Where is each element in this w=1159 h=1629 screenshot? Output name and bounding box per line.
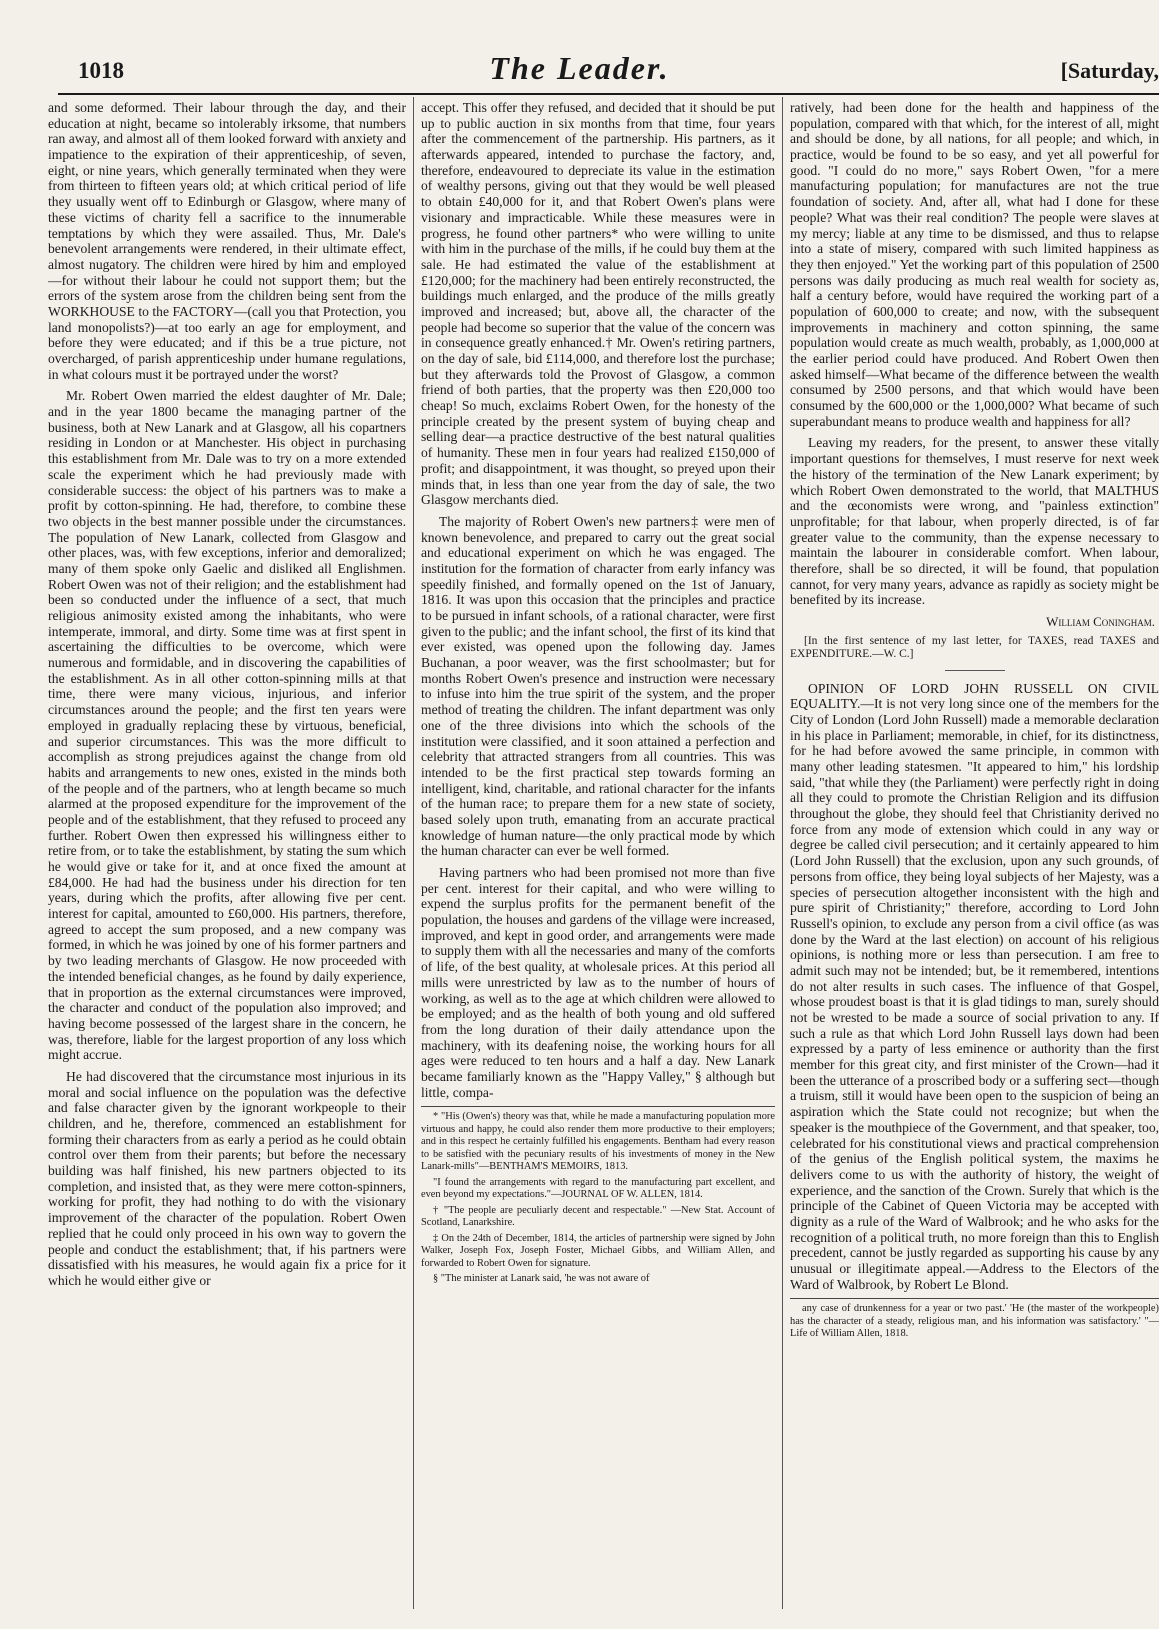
author-signature: William Coningham.	[1046, 614, 1155, 629]
correction-note: [In the first sentence of my last letter, for TAXES, read TAXES and EXPENDITURE.—W. C.]	[790, 635, 1159, 661]
paragraph: and some deformed. Their labour through the day, and their education at night, became so intolerably irksome, that numbers ran away, and almost all of them looked forward with anxiety and impatience to the expiration of their apprenticeship, of seven, eight, or nine years, which generally terminated when they were from thirteen to fifteen years old; at which critical period of life they usually went off to Edinburgh or Glasgow, where many of these victims of charity fell a sacrifice to the innumerable temptations by which they were assailed. Thus, Mr. Dale's benevolent arrangements were rendered, in their ultimate effect, almost nugatory. The children were hired by him and employed—for without their labour he could not support them; but the errors of the system arose from the children being sent from the WORKHOUSE to the FACTORY—(call you that Protection, you land monopolists?)—at too early an age for employment, and before they were educated; and if this be a true picture, not overcharged, of parish apprenticeship under humane regulations, in what colours must it be portrayed under the worst?	[48, 100, 406, 382]
paragraph: Leaving my readers, for the present, to answer these vitally important questions for themselves, I must reserve for next week the history of the termination of the New Lanark experiment; by which Robert Owen demonstrated to the world, that MALTHUS and the œconomists were wrong, and "painless extinction" unprofitable; for that labour, when properly directed, is of far greater value to the community, than the expense necessary to maintain the labourer in considerable comfort. When labour, therefore, shall be so directed, it will be found, that population cannot, for very many years, advance as rapidly as society might be benefited by its increase.	[790, 435, 1159, 608]
paragraph: Mr. Robert Owen married the eldest daughter of Mr. Dale; and in the year 1800 became the managing partner of the business, both at New Lanark and at Glasgow, all his copartners residing in London or at Manchester. His object in purchasing this establishment from Mr. Dale was to try on a more extended scale the experiment which he had previously made with considerable success: the object of his partners was to make a profit by cotton-spinning. He had, therefore, to combine these two objects in the best manner possible under the circumstances. The population of New Lanark, collected from Glasgow and other places, was, with few exceptions, inferior and demoralized; many of them spoke only Gaelic and disliked all Englishmen. Robert Owen was not of their religion; and the establishment had been so conducted under the influence of a sect, that much religious animosity existed among the inhabitants, who were intemperate, immoral, and dirty. Some time was at first spent in ascertaining the difficulties to be overcome, which were numerous and formidable, and in discovering the capabilities of the establishment. As in all other cotton-spinning mills at that time, there were many vicious, injurious, and inferior circumstances around the people; and the first ten years were employed in gradually replacing these by virtuous, beneficial, and superior circumstances. This was the more difficult to accomplish as strong prejudices against the change from old habits and arrangements to new ones, existed in the minds both of the people and of the partners, who at length became so much alarmed at the proposed expenditure for the improvement of the people and of the establishment, that they refused to proceed any further. Robert Owen then expressed his willingness either to retire from, or to take the establishment, by stating the sum which he would give or take for it, and at once fixed the amount at £84,000. He had had the business under his direction for ten years, during which the profits, after allowing five per cent. interest for capital, amounted to £60,000. His partners, therefore, agreed to accept the sum proposed, and a new company was formed, in which he was joined by one of his former partners and by two leading merchants of Glasgow. He now proceeded with the intended beneficial changes, as he found by daily experience, that in proportion as the external circumstances were improved, the character and conduct of the population also improved; and having become possessed of the largest share in the concern, he was, therefore, liable for the largest proportion of any loss which might accrue.	[48, 388, 406, 1063]
header-rule	[58, 93, 1159, 95]
section-divider	[945, 670, 1005, 671]
paper-title: The Leader.	[489, 50, 670, 86]
paragraph: Having partners who had been promised not more than five per cent. interest for their capital, and who were willing to expend the surplus profits for the permanent benefit of the population, the houses and gardens of the village were increased, improved, and kept in good order, and arrangements were made to supply them with all the necessaries and many of the comforts of life, of the best quality, at wholesale prices. At this period all mills were unrestricted by law as to the number of hours of working, as well as to the age at which children were allowed to be employed; and as the health of both young and old suffered from the long duration of their daily attendance upon the machinery, with its deafening noise, the working hours for all ages were reduced to ten hours and a half a day. New Lanark became familiarly known as the "Happy Valley," § although but little, compa-	[421, 865, 775, 1100]
paragraph: He had discovered that the circumstance most injurious in its moral and social influence on the population was the defective and false character given by the ignorant workpeople to their children, and he, therefore, commenced an establishment for forming their characters from as early a period as he could obtain control over them from their parents; but before the necessary building was half finished, his new partners objected to its completion, and insisted that, as they were mere cotton-spinners, working for profit, they had nothing to do with the visionary improvement of the character of the population. Robert Owen replied that he could only proceed in his own way to govern the people and conduct the establishment; that, if his partners were dissatisfied with his measures, he would again fix a price for it which he would either give or	[48, 1068, 406, 1288]
paragraph: accept. This offer they refused, and decided that it should be put up to public auction in six months from that time, four years after the commencement of the partnership. His partners, as it afterwards appeared, intended to purchase the factory, and, therefore, endeavoured to depreciate its value in the estimation of wealthy persons, giving out that they would be well pleased to obtain £40,000 for it, and that Robert Owen's plans were visionary and impracticable. While these measures were in progress, he found other partners* who were willing to unite with him in the purchase of the mills, if he could buy them at the sale. He had estimated the value of the establishment at £120,000; for the machinery had been entirely reconstructed, the buildings much enlarged, and the produce of the mills greatly improved and increased; but, above all, the character of the people had become so superior that the value of the concern was in consequence greatly enhanced.† Mr. Owen's retiring partners, on the day of sale, bid £114,000, and therefore lost the purchase; but they afterwards told the Provost of Glasgow, a common friend of both parties, that the property was then £20,000 too cheap! So much, exclaims Robert Owen, for the honesty of the principle created by the present system of buying cheap and selling dear—a practice destructive of the best natural qualities of humanity. These men in four years had realized £150,000 of profit; and disappointment, it was thought, so preyed upon their minds that, in less than one year from the day of sale, the two Glasgow merchants died.	[421, 100, 775, 508]
footnotes	[421, 1106, 775, 1285]
page-number: 1018	[78, 58, 124, 83]
issue-day-label: [Saturday,	[1060, 58, 1159, 83]
paragraph: The majority of Robert Owen's new partners‡ were men of known benevolence, and prepared to carry out the great social and educational experiment on which he was engaged. The institution for the formation of character from early infancy was speedily finished, and formally opened on the 1st of January, 1816. It was upon this occasion that the principles and practice to be pursued in infant schools, of a rational character, were first given to the public; and the infant school, the first of its kind that ever existed, was opened upon the following day. James Buchanan, a poor weaver, was the first schoolmaster; but for months Robert Owen's presence and instruction were necessary to infuse into him the true spirit of the system, and the proper method of treating the children. The infant department was only one of the three divisions into which the schools of the institution were classified, and it soon attained a perfection and celebrity that attracted strangers from all countries. This was intended to be the first practical step towards forming an intelligent, kind, charitable, and rational character for the infants of the human race; to prepare them for a new state of society, based solely upon truth, emanating from an accurate practical knowledge of human nature—the only practical mode by which the human character can ever be well formed.	[421, 513, 775, 859]
paragraph: ratively, had been done for the health and happiness of the population, compared with that which, for the interest of all, might and should be done, by all nations, for all people; and which, in practice, would be found to be so easy, and yet all powerful for good. "I could do no more," says Robert Owen, "for a mere manufacturing population; for manufactures are not the true foundation of society. And, after all, what had I done for these people? What was their real condition? The people were slaves at my mercy; liable at any time to be dismissed, and thus to relapse into a state of misery, compared with such limited happiness as they then enjoyed." Yet the working part of this population of 2500 persons was daily producing as much real wealth for society as, half a century before, would have required the working part of a population of 600,000 to create; and now, with the subsequent improvements in machinery and cotton spinning, the same population would create as much wealth, probably, as 1,000,000 at the earlier period could have produced. And Robert Owen then asked himself—What became of the difference between the wealth consumed by 2500 persons, and that which would have been consumed by the 600,000 or the 1,000,000? What became of such superabundant means to produce wealth and happiness for all?	[790, 100, 1159, 429]
column-divider	[782, 97, 783, 1609]
footnote: § "The minister at Lanark said, 'he was not aware of	[433, 1273, 650, 1285]
column-2	[421, 100, 775, 1609]
column-3	[790, 100, 1159, 1609]
column-1	[48, 100, 406, 1609]
footnote: any case of drunkenness for a year or two past.' 'He (the master of the workpeople) has the character of a steady, religious man, and his information was satisfactory.' "—Life of William Allen, 1818.	[790, 1303, 1159, 1340]
footnote: † "The people are peculiarly decent and respectable." —New Stat. Account of Scotland, Lanarkshire.	[421, 1204, 775, 1229]
footnote: ‡ On the 24th of December, 1814, the articles of partnership were signed by John Walker, Joseph Fox, Joseph Foster, Michael Gibbs, and William Allen, and forwarded to Robert Owen for signature.	[421, 1232, 775, 1269]
footnote: "I found the arrangements with regard to the manufacturing part excellent, and even beyond my expectations."—JOURNAL OF W. ALLEN, 1814.	[421, 1176, 775, 1201]
footnote: * "His (Owen's) theory was that, while he made a manufacturing population more virtuous and happy, he could also render them more productive to their employers; and in this respect he certainly fulfilled his engagements. Bentham had every reason to be satisfied with the pecuniary results of his investments of money in the New Lanark-mills"—BENTHAM'S MEMOIRS, 1813.	[421, 1111, 775, 1173]
column-divider	[413, 97, 414, 1609]
masthead	[0, 0, 1159, 96]
paragraph: OPINION OF LORD JOHN RUSSELL ON CIVIL EQUALITY.—It is not very long since one of the members for the City of London (Lord John Russell) made a memorable declaration in his place in Parliament; memorable, in chief, for its distinctness, for he had before avowed the same principle, in common with many other leading statesmen. "It appeared to him," his lordship said, "that while they (the Parliament) were perfectly right in doing all they could to promote the Christian Religion and its diffusion throughout the globe, they should feel that Christianity derived no force from any mode of extension which could in any way or degree be called civil persecution; and it certainly appeared to him (Lord John Russell) that the exclusion, upon any such grounds, of persons from office, they being loyal subjects of her Majesty, was a species of persecution altogether inconsistent with the high and pure spirit of Christianity;" therefore, according to Lord John Russell's opinion, to exclude any person from a civil office (as was done by the Ward at the last election) on account of his religious opinions, is nothing more or less than persecution. I am free to admit such may not be intended; but, be it remembered, intentions do not alter results in such cases. The influence of that Gospel, whose proudest boast is that it is glad tidings to man, surely should not be wrested to be made a source of social privation to any. If such a rule as that which Lord John Russell lays down had been expressed by a party of less eminence or authority than the first member for this great city, and first minister of the Crown—had it been the utterance of a proscribed body or a suffering sect—though a truism, still it would have been open to the suspicion of being an aspiration which the State could not recognize; but when the speaker is the mouthpiece of the Government, and that speaker, too, celebrated for his constitutional views and practical comprehension of the genius of the English political system, the maxims he delivers come to us with the authority of history, the weight of experience, and the sanction of the Crown. Surely that which is the principle of the Cabinet of Queen Victoria may be accepted with dignity as a rule of the Ward of Walbrook; and he who asks for the recognition of a political truth, no more foreign than this to English precedent, cannot be justly regarded as supporting his cause by any unusual or illegitimate appeal.—Address to the Electors of the Ward of Walbrook, by Robert Le Blond.	[790, 680, 1159, 1292]
footnotes	[790, 1298, 1159, 1340]
